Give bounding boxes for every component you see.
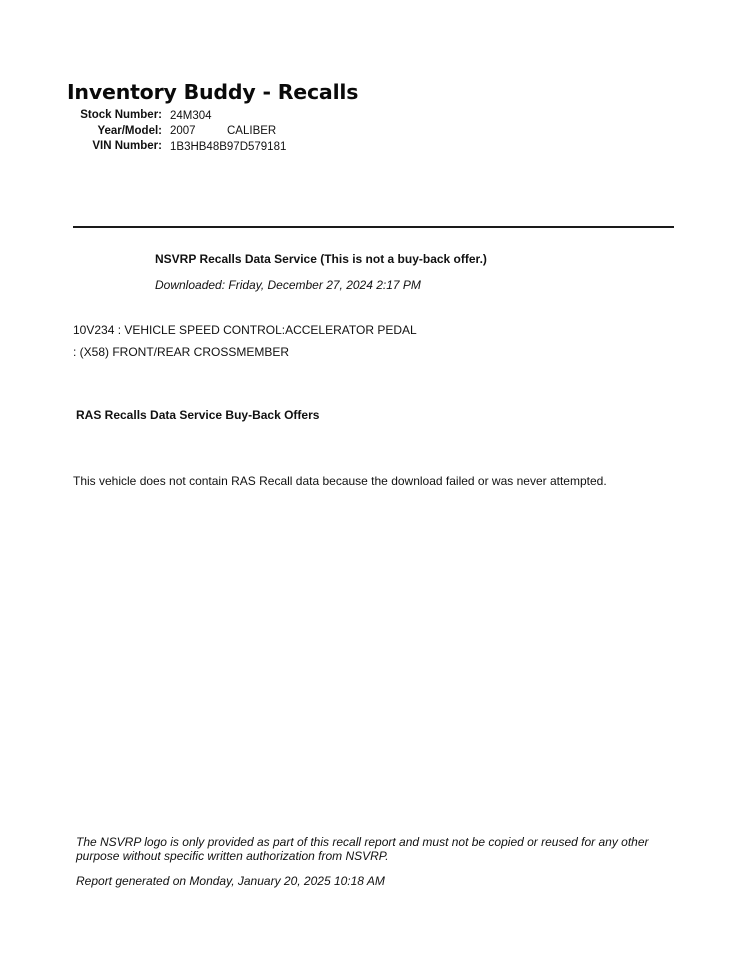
year-value: 2007	[170, 125, 196, 137]
download-timestamp: Downloaded: Friday, December 27, 2024 2:17 PM	[155, 278, 421, 292]
section-divider	[73, 226, 674, 228]
ras-section-heading: RAS Recalls Data Service Buy-Back Offers	[76, 408, 320, 422]
report-title: Inventory Buddy - Recalls	[67, 80, 359, 104]
report-generated-timestamp: Report generated on Monday, January 20, 2025 10:18 AM	[76, 874, 385, 888]
ras-status-note: This vehicle does not contain RAS Recall data because the download failed or was never attempted.	[73, 474, 607, 488]
logo-disclaimer: The NSVRP logo is only provided as part of this recall report and must not be copied or reused for any other purpose without specific written authorization from NSVRP.	[76, 835, 649, 863]
model-value: CALIBER	[227, 125, 277, 137]
stock-number-label: Stock Number:	[80, 109, 162, 121]
recall-item: : (X58) FRONT/REAR CROSSMEMBER	[73, 345, 290, 359]
vin-number-label: VIN Number:	[92, 140, 162, 152]
nsvrp-section-heading: NSVRP Recalls Data Service (This is not a buy-back offer.)	[155, 252, 487, 266]
vin-number-value: 1B3HB48B97D579181	[170, 141, 287, 153]
year-model-label: Year/Model:	[97, 125, 162, 137]
recall-item: 10V234 : VEHICLE SPEED CONTROL:ACCELERATOR PEDAL	[73, 323, 417, 337]
stock-number-value: 24M304	[170, 110, 212, 122]
